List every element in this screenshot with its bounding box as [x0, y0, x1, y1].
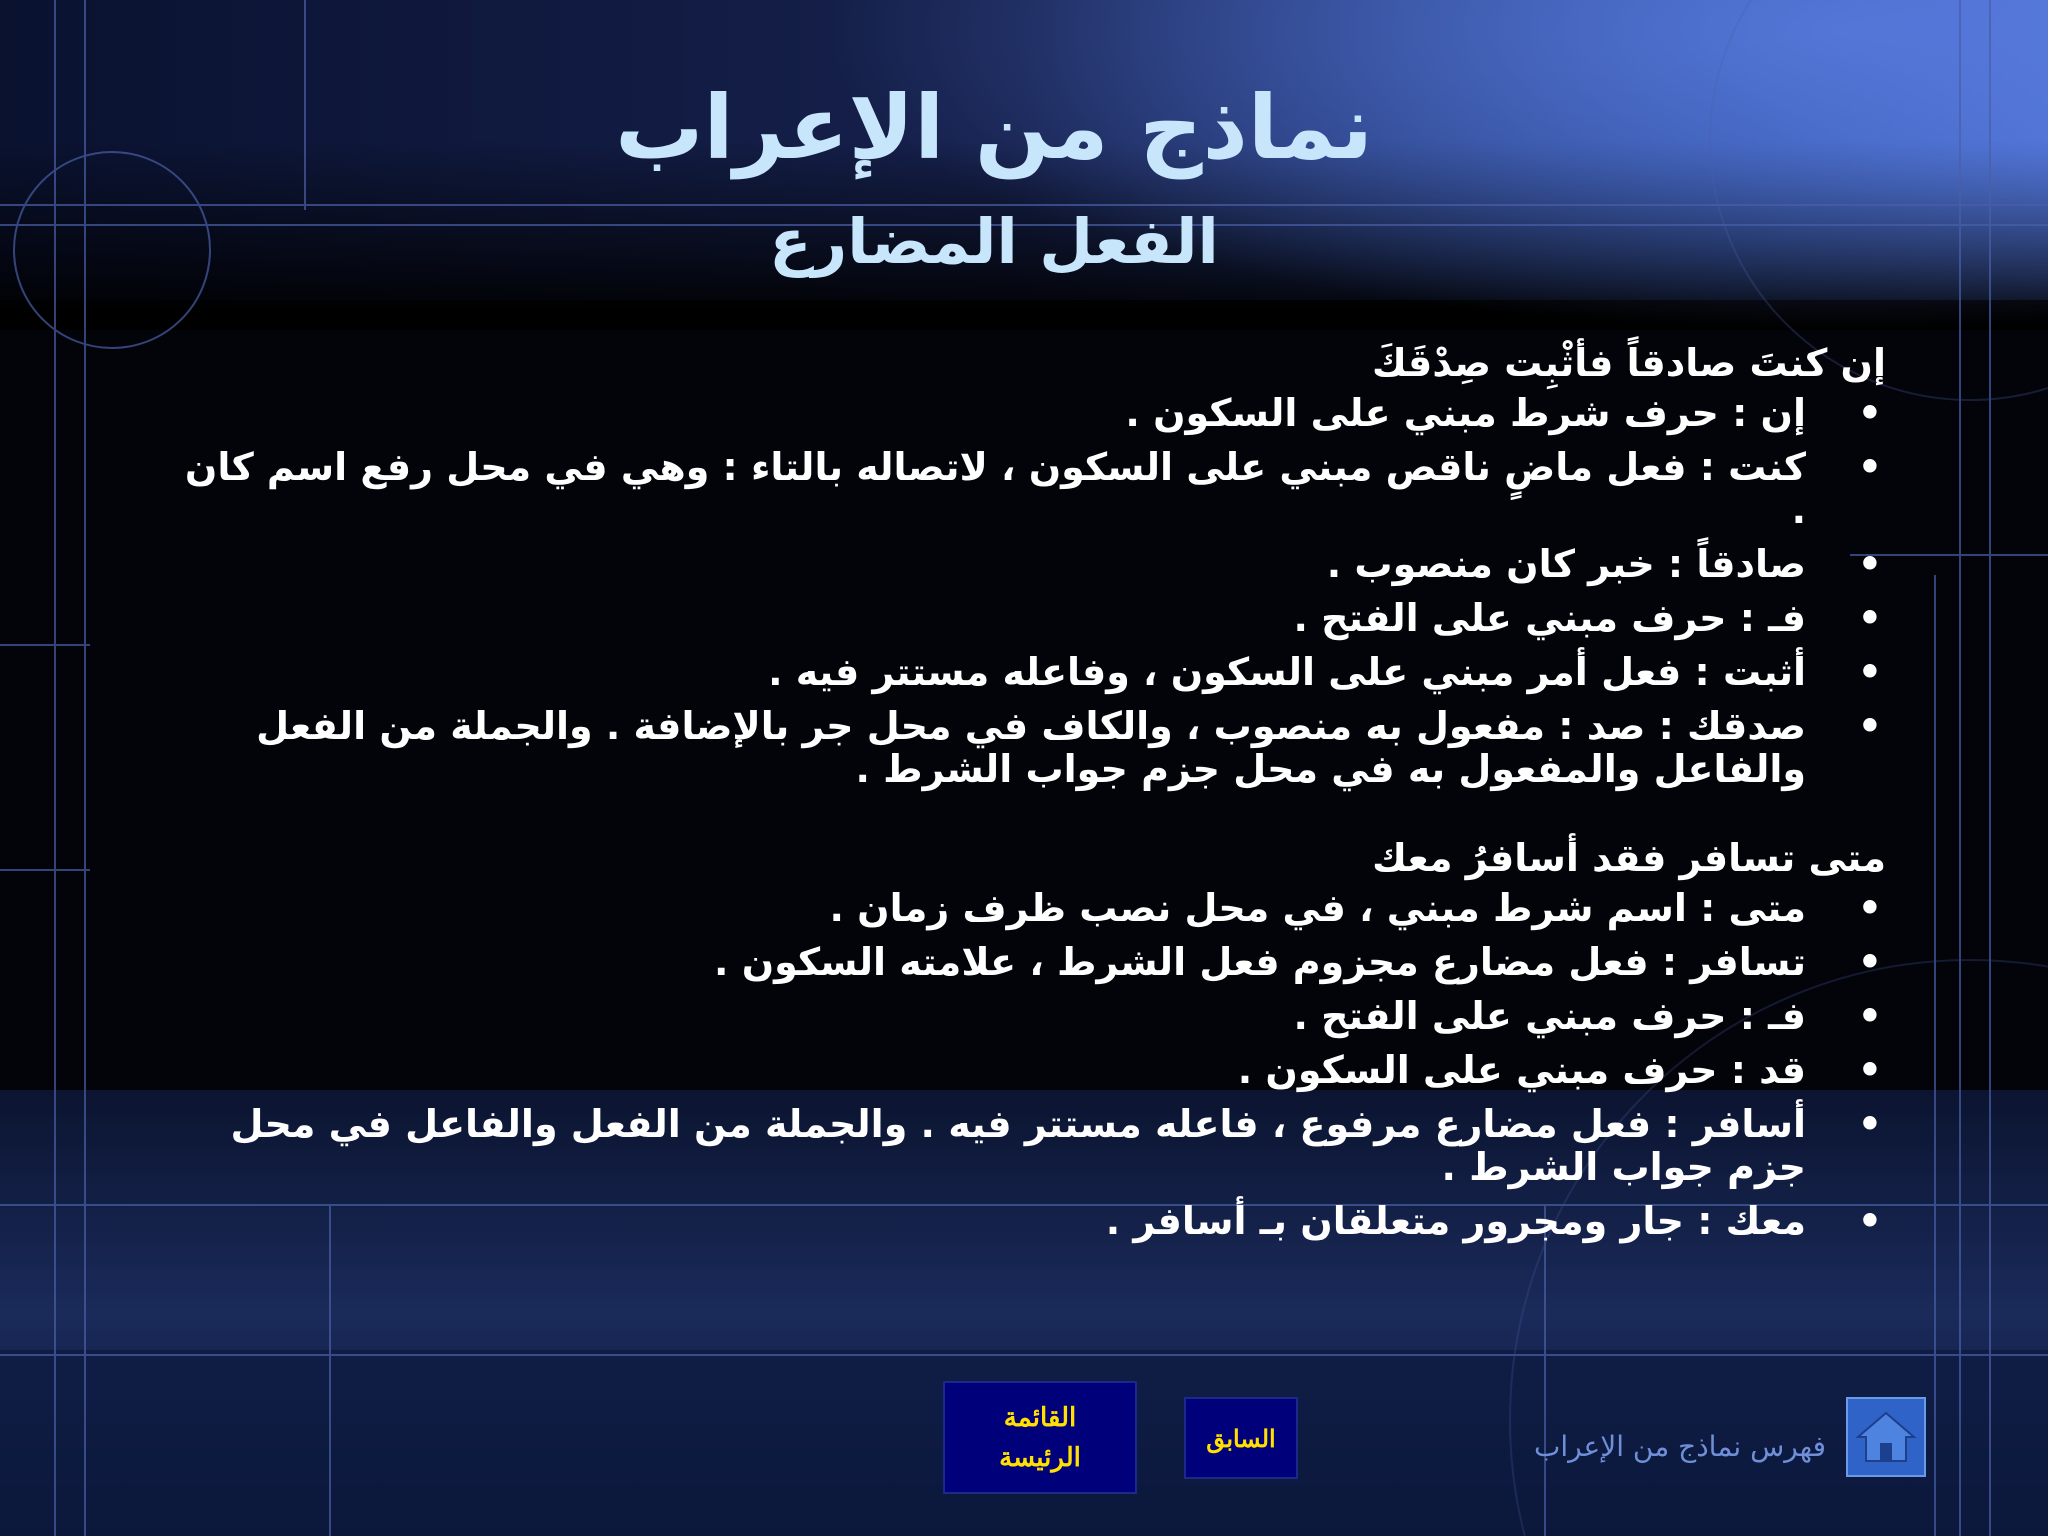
- bullet-icon: •: [1857, 542, 1882, 586]
- list-item-text: أثبت : فعل أمر مبني على السكون ، وفاعله مستتر فيه .: [768, 650, 1806, 694]
- list-item-text: صدقك : صد : مفعول به منصوب ، والكاف في محل جر بالإضافة . والجملة من الفعل والفاعل والمفعول به في محل جزم جواب الشرط .: [256, 704, 1806, 791]
- parsing-list-2: [166, 887, 1886, 1243]
- list-item-text: كنت : فعل ماضٍ ناقص مبني على السكون ، لاتصاله بالتاء : وهي في محل رفع اسم كان .: [184, 445, 1806, 532]
- list-item-text: معك : جار ومجرور متعلقان بـ أسافر .: [1105, 1199, 1806, 1243]
- list-item: [166, 651, 1886, 694]
- bullet-icon: •: [1857, 391, 1882, 435]
- example-sentence-2: متى تسافر فقد أسافرُ معك: [1372, 836, 1886, 880]
- bullet-icon: •: [1857, 650, 1882, 694]
- bullet-icon: •: [1857, 940, 1882, 984]
- home-icon: [1848, 1399, 1924, 1475]
- example-sentence-1: إن كنتَ صادقاً فأثْبِت صِدْقَكَ: [1372, 341, 1886, 385]
- list-item-text: أسافر : فعل مضارع مرفوع ، فاعله مستتر فيه . والجملة من الفعل والفاعل في محل جزم جواب الشرط .: [230, 1102, 1806, 1189]
- bullet-icon: •: [1857, 886, 1882, 930]
- bullet-icon: •: [1857, 994, 1882, 1038]
- list-item: [166, 1049, 1886, 1092]
- list-item-text: فـ : حرف مبني على الفتح .: [1293, 994, 1806, 1038]
- list-item-text: إن : حرف شرط مبني على السكون .: [1125, 391, 1806, 435]
- bullet-icon: •: [1857, 1199, 1882, 1243]
- parsing-list-1: [166, 392, 1886, 791]
- home-button[interactable]: [1846, 1397, 1926, 1477]
- list-item-text: صادقاً : خبر كان منصوب .: [1326, 542, 1806, 586]
- bullet-icon: •: [1857, 1102, 1882, 1146]
- list-item: [166, 543, 1886, 586]
- index-link[interactable]: فهرس نماذج من الإعراب: [1533, 1430, 1826, 1463]
- slide-subtitle: الفعل المضارع: [769, 205, 1219, 278]
- list-item: [166, 597, 1886, 640]
- main-menu-button[interactable]: القائمة الرئيسة: [943, 1381, 1137, 1494]
- list-item: [166, 941, 1886, 984]
- slide-title: نماذج من الإعراب: [615, 76, 1373, 179]
- slide-content: [166, 340, 1886, 1254]
- list-item-text: قد : حرف مبني على السكون .: [1237, 1048, 1806, 1092]
- bullet-icon: •: [1857, 445, 1882, 489]
- list-item: [166, 392, 1886, 435]
- list-item-text: تسافر : فعل مضارع مجزوم فعل الشرط ، علامته السكون .: [714, 940, 1806, 984]
- list-item: [166, 887, 1886, 930]
- list-item: [166, 446, 1886, 532]
- list-item: [166, 1103, 1886, 1189]
- list-item-text: فـ : حرف مبني على الفتح .: [1293, 596, 1806, 640]
- list-item-text: متى : اسم شرط مبني ، في محل نصب ظرف زمان .: [829, 886, 1806, 930]
- bullet-icon: •: [1857, 596, 1882, 640]
- list-item: [166, 1200, 1886, 1243]
- previous-button[interactable]: السابق: [1184, 1397, 1298, 1479]
- list-item: [166, 705, 1886, 791]
- bullet-icon: •: [1857, 1048, 1882, 1092]
- bullet-icon: •: [1857, 704, 1882, 748]
- list-item: [166, 995, 1886, 1038]
